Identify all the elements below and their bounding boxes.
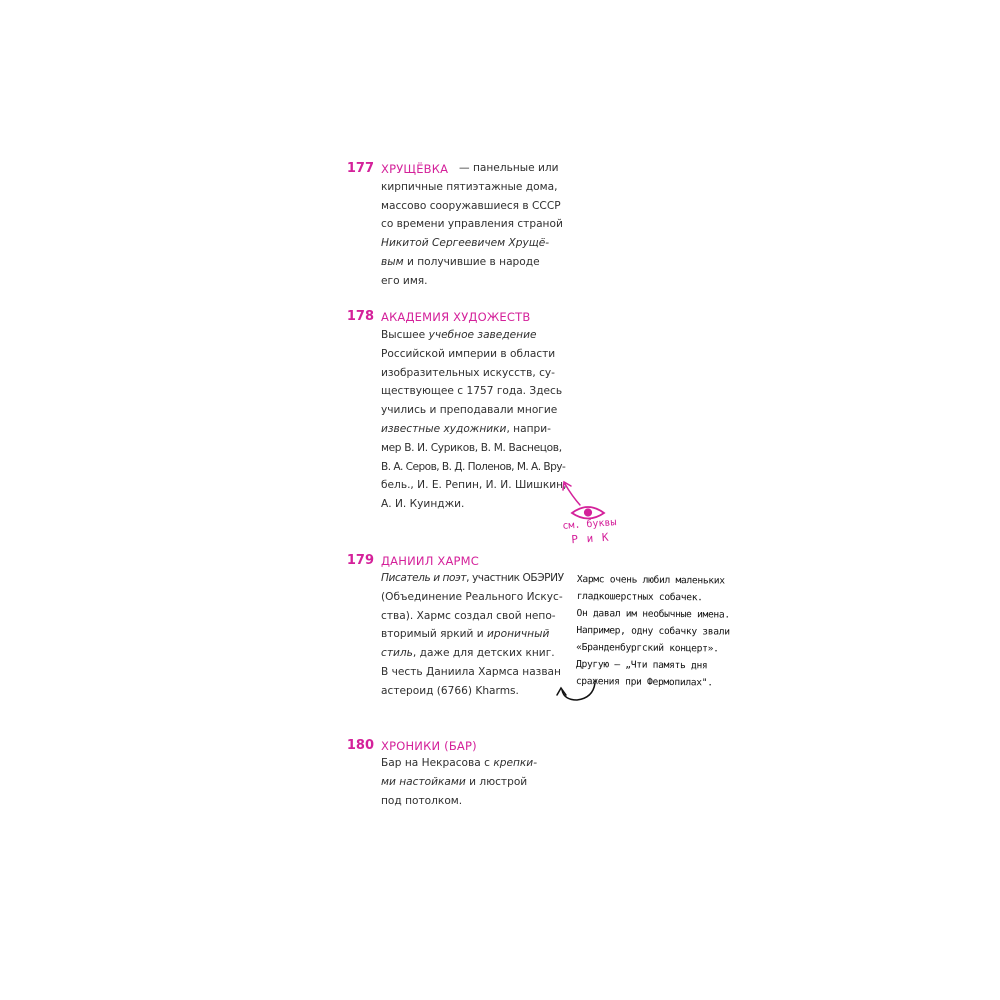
- body-line: [381, 588, 566, 607]
- text-run: В честь Даниила Хармса назван: [381, 665, 561, 678]
- note-line: «Бранденбургский концерт».: [576, 641, 719, 655]
- entry-title: АКАДЕМИЯ ХУДОЖЕСТВ: [381, 310, 531, 324]
- body-line: [381, 420, 566, 439]
- text-run: , участник ОБЭРИУ: [466, 572, 564, 584]
- body-line: [381, 792, 566, 811]
- body-line: [381, 458, 566, 477]
- note-line: Хармс очень любил маленьких: [576, 573, 725, 587]
- text-run: В. А. Серов, В. Д. Поленов, М. А. Вру-: [381, 460, 566, 473]
- body-line: [381, 364, 566, 383]
- body-line: [381, 439, 566, 458]
- text-run: (Объединение Реального Искус-: [381, 590, 563, 603]
- entry-body: [381, 326, 566, 514]
- entry-body: [381, 159, 566, 291]
- body-line: [381, 754, 566, 773]
- body-line: [381, 382, 566, 401]
- text-run: ства). Хармс создал свой непо-: [381, 609, 556, 622]
- text-run: А. И. Куинджи.: [381, 498, 465, 511]
- entry-number: 180: [346, 738, 374, 753]
- body-line: [381, 178, 566, 197]
- note-line: сражения при Фермопилах".: [575, 675, 713, 689]
- italic-run: крепки-: [493, 757, 538, 769]
- italic-run: стиль: [381, 647, 413, 660]
- body-line: [381, 234, 566, 253]
- text-run: и люстрой: [465, 775, 528, 788]
- text-run: со времени управления страной: [381, 218, 563, 231]
- italic-run: вым: [381, 255, 404, 268]
- body-line: [381, 215, 566, 234]
- handwritten-margin-note: [576, 571, 767, 692]
- see-note-line: Р и К: [570, 530, 610, 547]
- entry-number: 179: [346, 553, 374, 568]
- text-run: под потолком.: [381, 794, 463, 807]
- text-run: , напри-: [506, 422, 551, 435]
- body-line: [381, 326, 566, 345]
- text-run: и получившие в народе: [403, 255, 540, 268]
- body-line: [381, 197, 566, 216]
- text-run: его имя.: [381, 274, 428, 287]
- italic-run: Писатель и поэт: [381, 572, 467, 584]
- body-line: [381, 773, 566, 792]
- italic-run: известные художники: [381, 422, 507, 435]
- italic-run: ми настойками: [381, 775, 466, 788]
- note-line: Например, одну собачку звали: [576, 624, 730, 638]
- body-line: [381, 607, 566, 626]
- body-line: [381, 401, 566, 420]
- text-run: вторимый яркий и: [381, 628, 487, 641]
- body-line: [381, 625, 566, 644]
- italic-run: учебное заведение: [428, 329, 537, 341]
- note-line: Он давал им необычные имена.: [576, 607, 730, 621]
- text-run: Российской империи в области: [381, 347, 556, 360]
- text-run: мер В. И. Суриков, В. М. Васнецов,: [381, 441, 562, 454]
- note-line: Другую — „Чти память дня: [575, 658, 708, 672]
- italic-run: Никитой Сергеевичем Хрущё-: [381, 237, 550, 250]
- see-note-line: см. буквы: [562, 517, 617, 532]
- text-run: Высшее: [381, 329, 429, 341]
- text-run: — панельные или: [459, 162, 559, 174]
- text-run: , даже для детских книг.: [412, 647, 555, 660]
- see-letters-note: [549, 515, 631, 549]
- body-line: [381, 272, 566, 291]
- body-line: [381, 253, 566, 272]
- text-run: изобразительных искусств, су-: [381, 366, 555, 379]
- italic-run: ироничный: [487, 628, 550, 641]
- entry-body: [381, 569, 566, 701]
- body-line: [381, 476, 566, 495]
- note-line: гладкошерстных собачек.: [576, 590, 703, 604]
- entry-title: ХРУЩЁВКА: [381, 162, 449, 176]
- body-line: [381, 663, 566, 682]
- text-run: учились и преподавали многие: [381, 404, 558, 417]
- text-run: кирпичные пятиэтажные дома,: [381, 180, 558, 193]
- entry-title: ДАНИИЛ ХАРМС: [381, 554, 480, 568]
- body-line: [381, 644, 566, 663]
- body-line: [381, 569, 566, 588]
- text-run: бель., И. Е. Репин, И. И. Шишкин,: [381, 479, 567, 492]
- entry-number: 178: [346, 309, 374, 324]
- entry-number: 177: [346, 161, 374, 176]
- text-run: ществующее с 1757 года. Здесь: [381, 385, 563, 398]
- body-line: [381, 495, 566, 514]
- entry-body: [381, 754, 566, 810]
- body-line: [381, 682, 566, 701]
- text-run: Бар на Некрасова с: [381, 757, 494, 769]
- entry-title: ХРОНИКИ (БАР): [381, 739, 477, 753]
- body-line: [381, 345, 566, 364]
- text-run: массово сооружавшиеся в СССР: [381, 199, 561, 212]
- text-run: астероид (6766) Kharms.: [381, 684, 519, 697]
- body-line: [381, 159, 566, 178]
